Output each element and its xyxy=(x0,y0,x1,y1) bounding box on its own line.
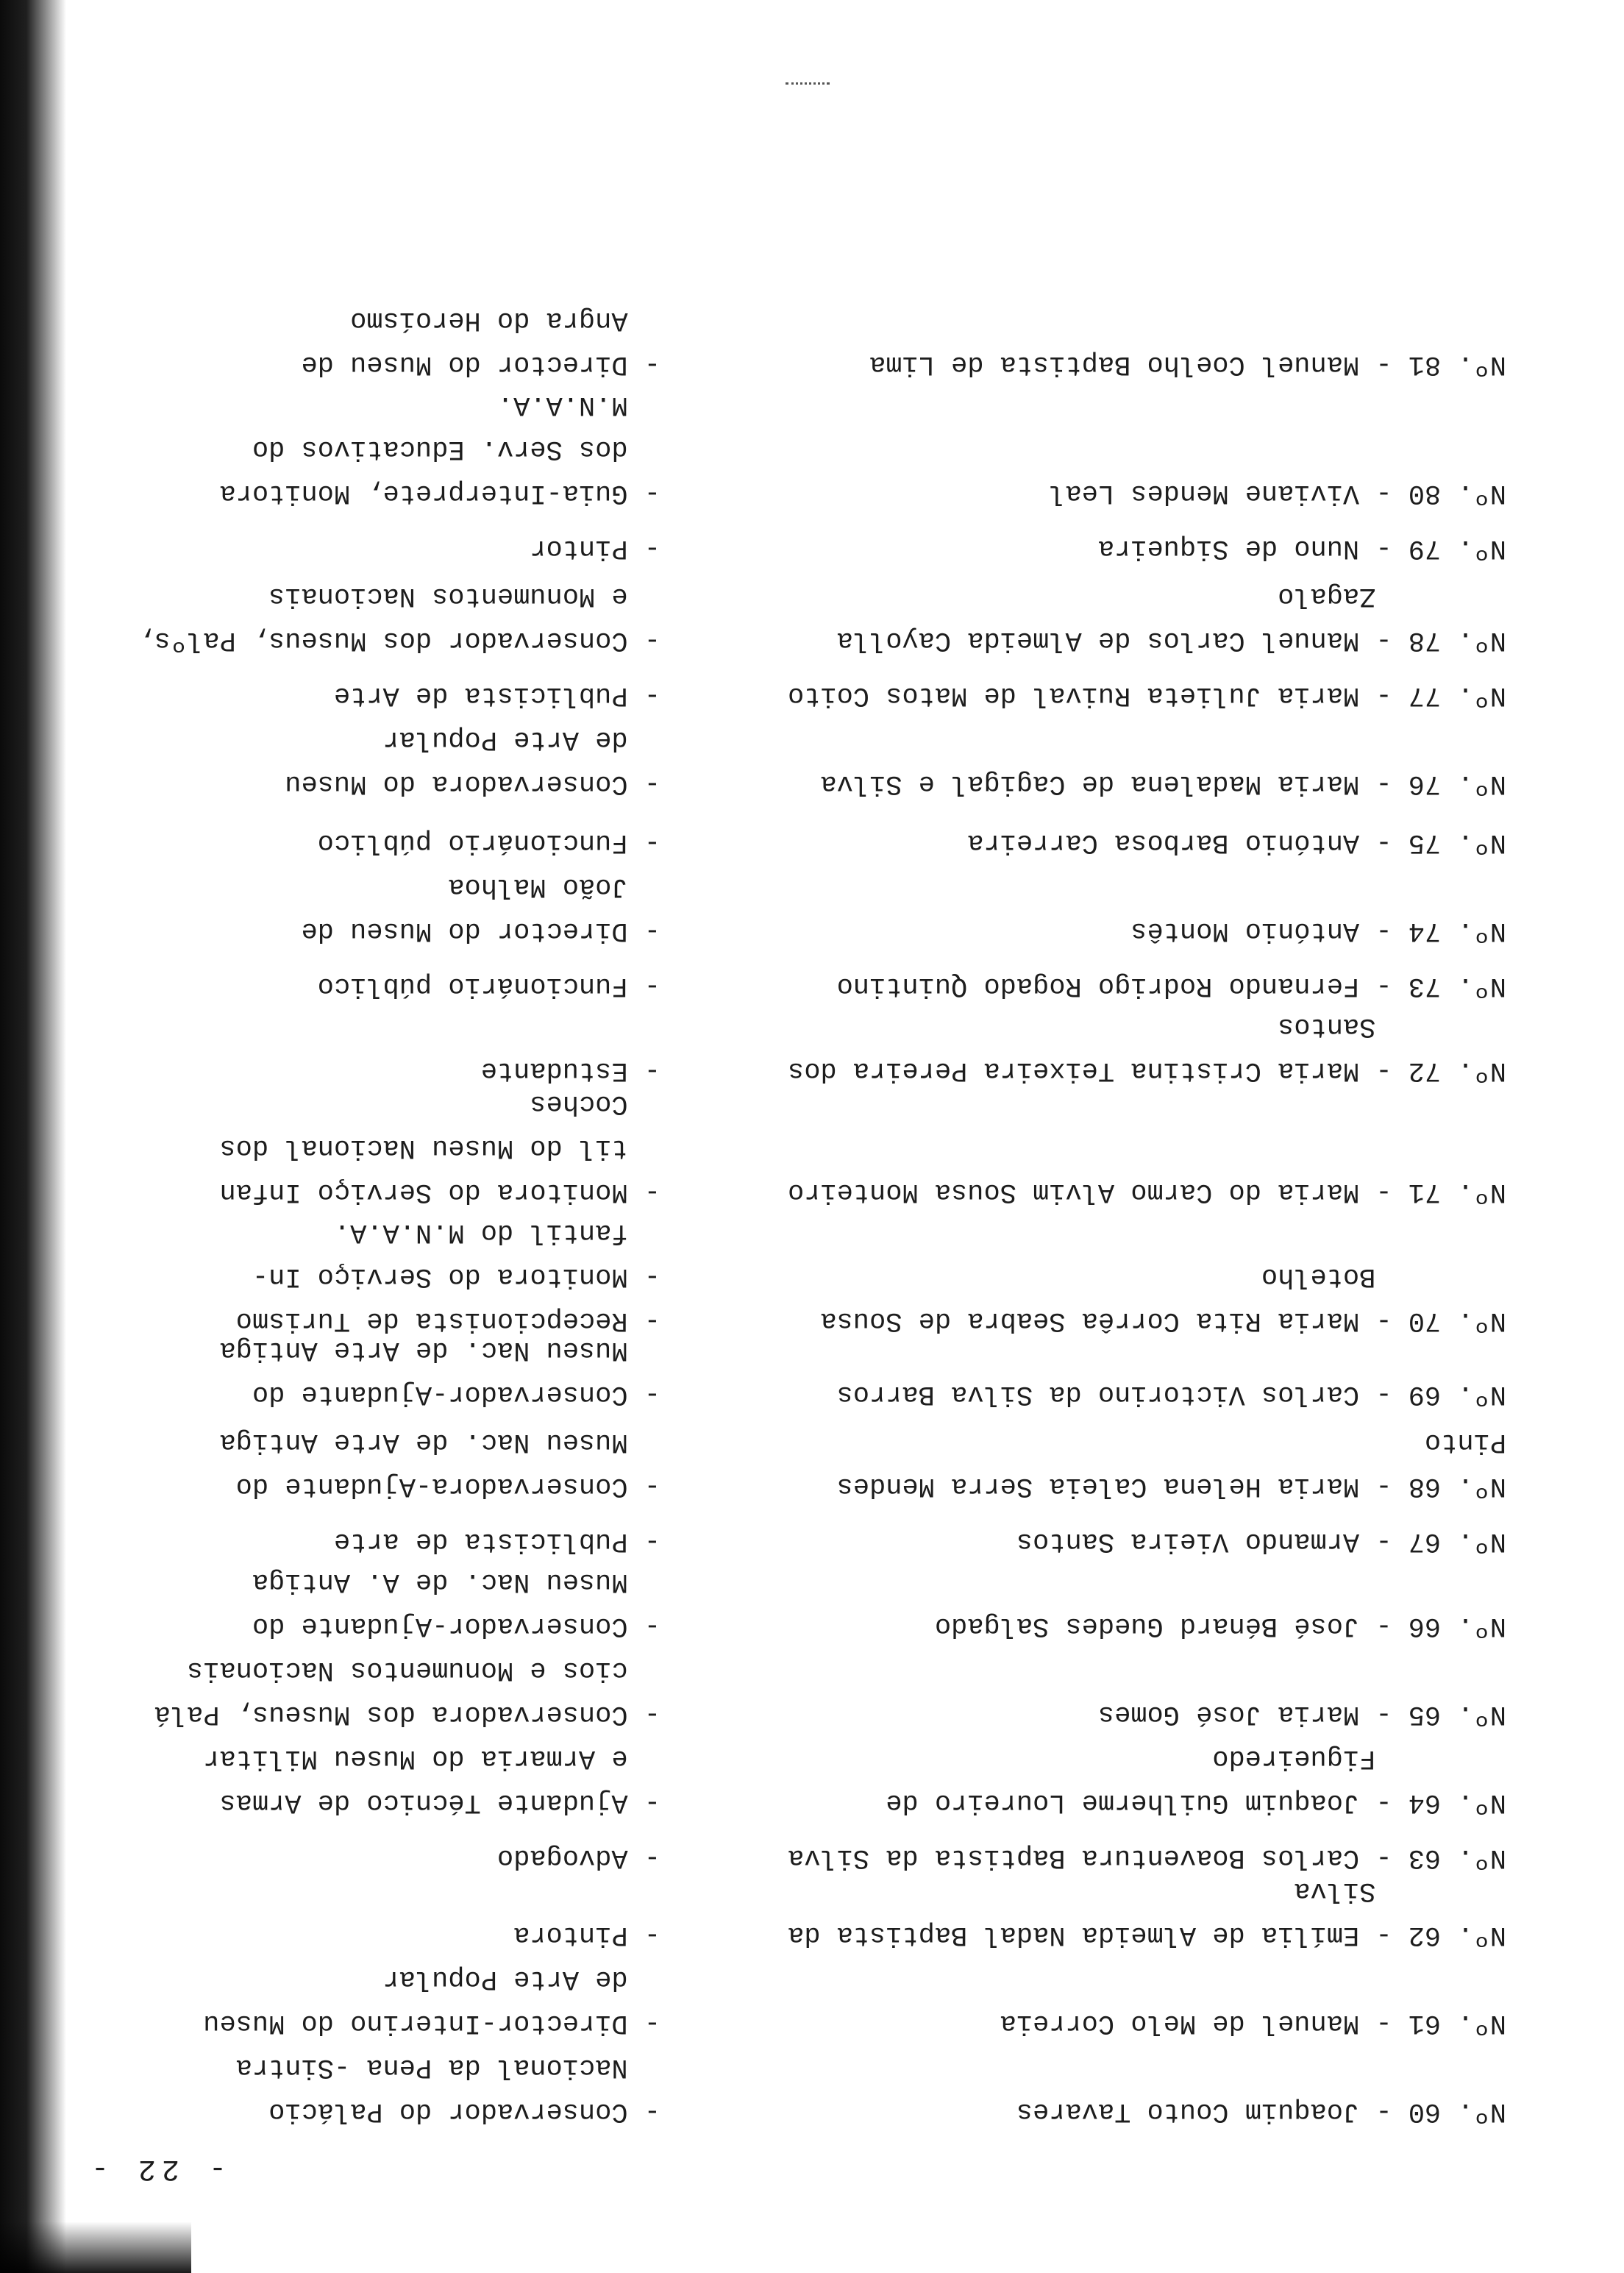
member-role: - Monitora do Serviço Infan til do Museu Nacional dos Coches xyxy=(219,1088,660,1207)
page-number: - 22 - xyxy=(85,2152,227,2185)
member-role: - Publicista de Arte xyxy=(333,680,660,711)
member-role: - Funcionário público xyxy=(317,827,660,858)
member-name: Nº. 62 - Emília de Almeida Nadal Baptista da Silva xyxy=(788,1875,1506,1950)
member-name: Nº. 74 - António Montês xyxy=(1130,915,1506,946)
member-role: - Conservador-Ajudante do Museu Nac. de Arte Antiga xyxy=(219,1334,660,1409)
member-name: Nº. 77 - Maria Julieta Ruival de Matos Coito xyxy=(788,680,1506,711)
member-role: - Advogado xyxy=(496,1842,660,1873)
member-role: - Publicista de arte xyxy=(333,1526,660,1557)
member-name: Nº. 72 - Maria Cristina Teixeira Pereira dos Santos xyxy=(788,1011,1506,1086)
member-name: Nº. 69 - Carlos Victorino da Silva Barros xyxy=(836,1379,1506,1409)
member-role: - Director-Interino do Museu de Arte Popular xyxy=(203,1963,660,2038)
member-name: Nº. 73 - Fernando Rodrigo Rogado Quintino xyxy=(836,970,1506,1001)
member-name: Nº. 61 - Manuel de Melo Correia xyxy=(1000,2007,1506,2038)
member-name: Nº. 76 - Maria Madalena de Cagigal e Silva xyxy=(820,768,1506,799)
member-role: - Estudante xyxy=(480,1055,660,1086)
member-name: Nº. 68 - Maria Helena Caleia Serra Mendes Pinto xyxy=(820,1426,1506,1501)
member-name: Nº. 81 - Manuel Coelho Baptista de Lima xyxy=(869,349,1506,380)
member-role: - Conservadora do Museu de Arte Popular xyxy=(285,724,660,799)
member-name: Nº. 64 - Joaquim Guilherme Loureiro de Figueiredo xyxy=(886,1743,1506,1818)
member-role: - Recepcionista de Turismo - Monitora do Serviço In- fantil do M.N.A.A. xyxy=(235,1217,660,1336)
ink-mark xyxy=(786,79,830,85)
member-role: - Director do Museu de João Malhoa xyxy=(301,871,660,946)
member-name: Nº. 60 - Joaquim Couto Tavares xyxy=(1016,2096,1506,2127)
member-name: Nº. 78 - Manuel Carlos de Almeida Cayolla Zagalo xyxy=(836,580,1506,655)
member-name: Nº. 71 - Maria do Carmo Alvim Sousa Monteiro xyxy=(788,1176,1506,1207)
member-role: - Ajudante Técnico de Armas e Armaria do Museu Militar xyxy=(203,1743,660,1818)
member-role: - Conservador-Ajudante do Museu Nac. de A. Antiga xyxy=(252,1566,660,1641)
member-name: Nº. 80 - Viviane Mendes Leal xyxy=(1049,477,1506,508)
member-name: Nº. 63 - Carlos Boaventura Baptista da Silva xyxy=(788,1842,1506,1873)
member-role: - Pintor xyxy=(530,533,660,563)
member-role: - Director do Museu de Angra do Heroísmo xyxy=(301,305,660,380)
member-name: Nº. 65 - Maria José Gomes xyxy=(1097,1698,1506,1729)
member-role: - Conservador dos Museus, Palºs, e Monumentos Nacionais xyxy=(138,580,660,655)
member-role: - Funcionário público xyxy=(317,970,660,1001)
member-role: - Conservadora-Ajudante do Museu Nac. de Arte Antiga xyxy=(219,1426,660,1501)
member-role: - Conservador do Palácio Nacional da Pena -Sintra xyxy=(235,2052,660,2127)
member-name: Nº. 70 - Maria Rita Corrêa Seabra de Sousa Botelho xyxy=(820,1261,1506,1336)
member-role: - Guia-Interprete, Monitora dos Serv. Educativos do M.N.A.A. xyxy=(219,389,660,508)
member-name: Nº. 66 - José Bénard Guedes Salgado xyxy=(934,1610,1506,1641)
member-role: - Pintora xyxy=(513,1919,660,1950)
member-name: Nº. 75 - António Barbosa Carreira xyxy=(967,827,1506,858)
member-name: Nº. 79 - Nuno de Siqueira xyxy=(1097,533,1506,563)
member-role: - Conservadora dos Museus, Palá cios e Monumentos Nacionais xyxy=(154,1654,660,1729)
member-name: Nº. 67 - Armando Vieira Santos xyxy=(1016,1526,1506,1557)
